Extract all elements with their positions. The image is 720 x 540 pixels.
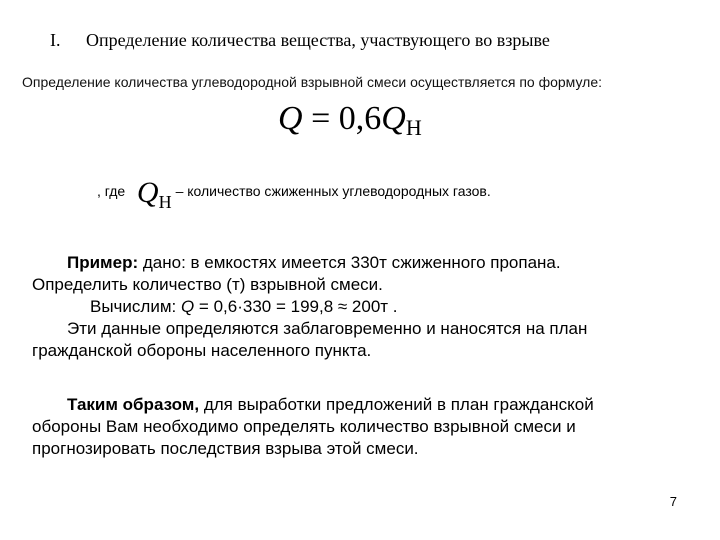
where-symbol: Q — [136, 176, 159, 209]
formula-rhs: Q — [381, 100, 406, 137]
where-text: – количество сжиженных углеводородных газов. — [175, 183, 491, 199]
conclusion-line-3: прогнозировать последствия взрыва этой смеси. — [32, 439, 419, 458]
example-line-5: гражданской обороны населенного пункта. — [32, 341, 372, 360]
example-line-4: Эти данные определяются заблаговременно и наносятся на план — [67, 319, 588, 338]
where-prefix: , где — [97, 183, 126, 199]
conclusion-text-1: для выработки предложений в план гражданской — [199, 395, 594, 414]
where-subscript: Н — [158, 192, 172, 212]
formula-subscript: Н — [405, 115, 422, 140]
where-definition — [97, 176, 491, 213]
example-line-2: Определить количество (т) взрывной смеси. — [32, 275, 383, 294]
calc-expression: = 0,6·330 = 199,8 ≈ 200т . — [194, 297, 398, 316]
conclusion-line-2: обороны Вам необходимо определять количество взрывной смеси и — [32, 417, 576, 436]
example-calculation — [90, 296, 398, 318]
formula-eq: = 0,6 — [302, 100, 382, 137]
conclusion-line-1 — [67, 394, 594, 416]
page-number: 7 — [669, 494, 677, 509]
conclusion-label: Таким образом, — [67, 395, 200, 414]
section-title: Определение количества вещества, участвующего во взрыве — [86, 30, 550, 50]
section-number: I. — [50, 30, 61, 50]
example-given: дано: в емкостях имеется 330т сжиженного пропана. — [138, 253, 561, 272]
example-line-1 — [67, 252, 561, 274]
example-label: Пример: — [67, 253, 139, 272]
section-heading — [50, 30, 550, 51]
calc-q: Q — [180, 297, 195, 316]
main-formula — [278, 100, 422, 141]
calc-prefix: Вычислим: — [90, 297, 181, 316]
formula-lhs: Q — [278, 100, 303, 137]
intro-text: Определение количества углеводородной взрывной смеси осуществляется по формуле: — [22, 74, 602, 90]
